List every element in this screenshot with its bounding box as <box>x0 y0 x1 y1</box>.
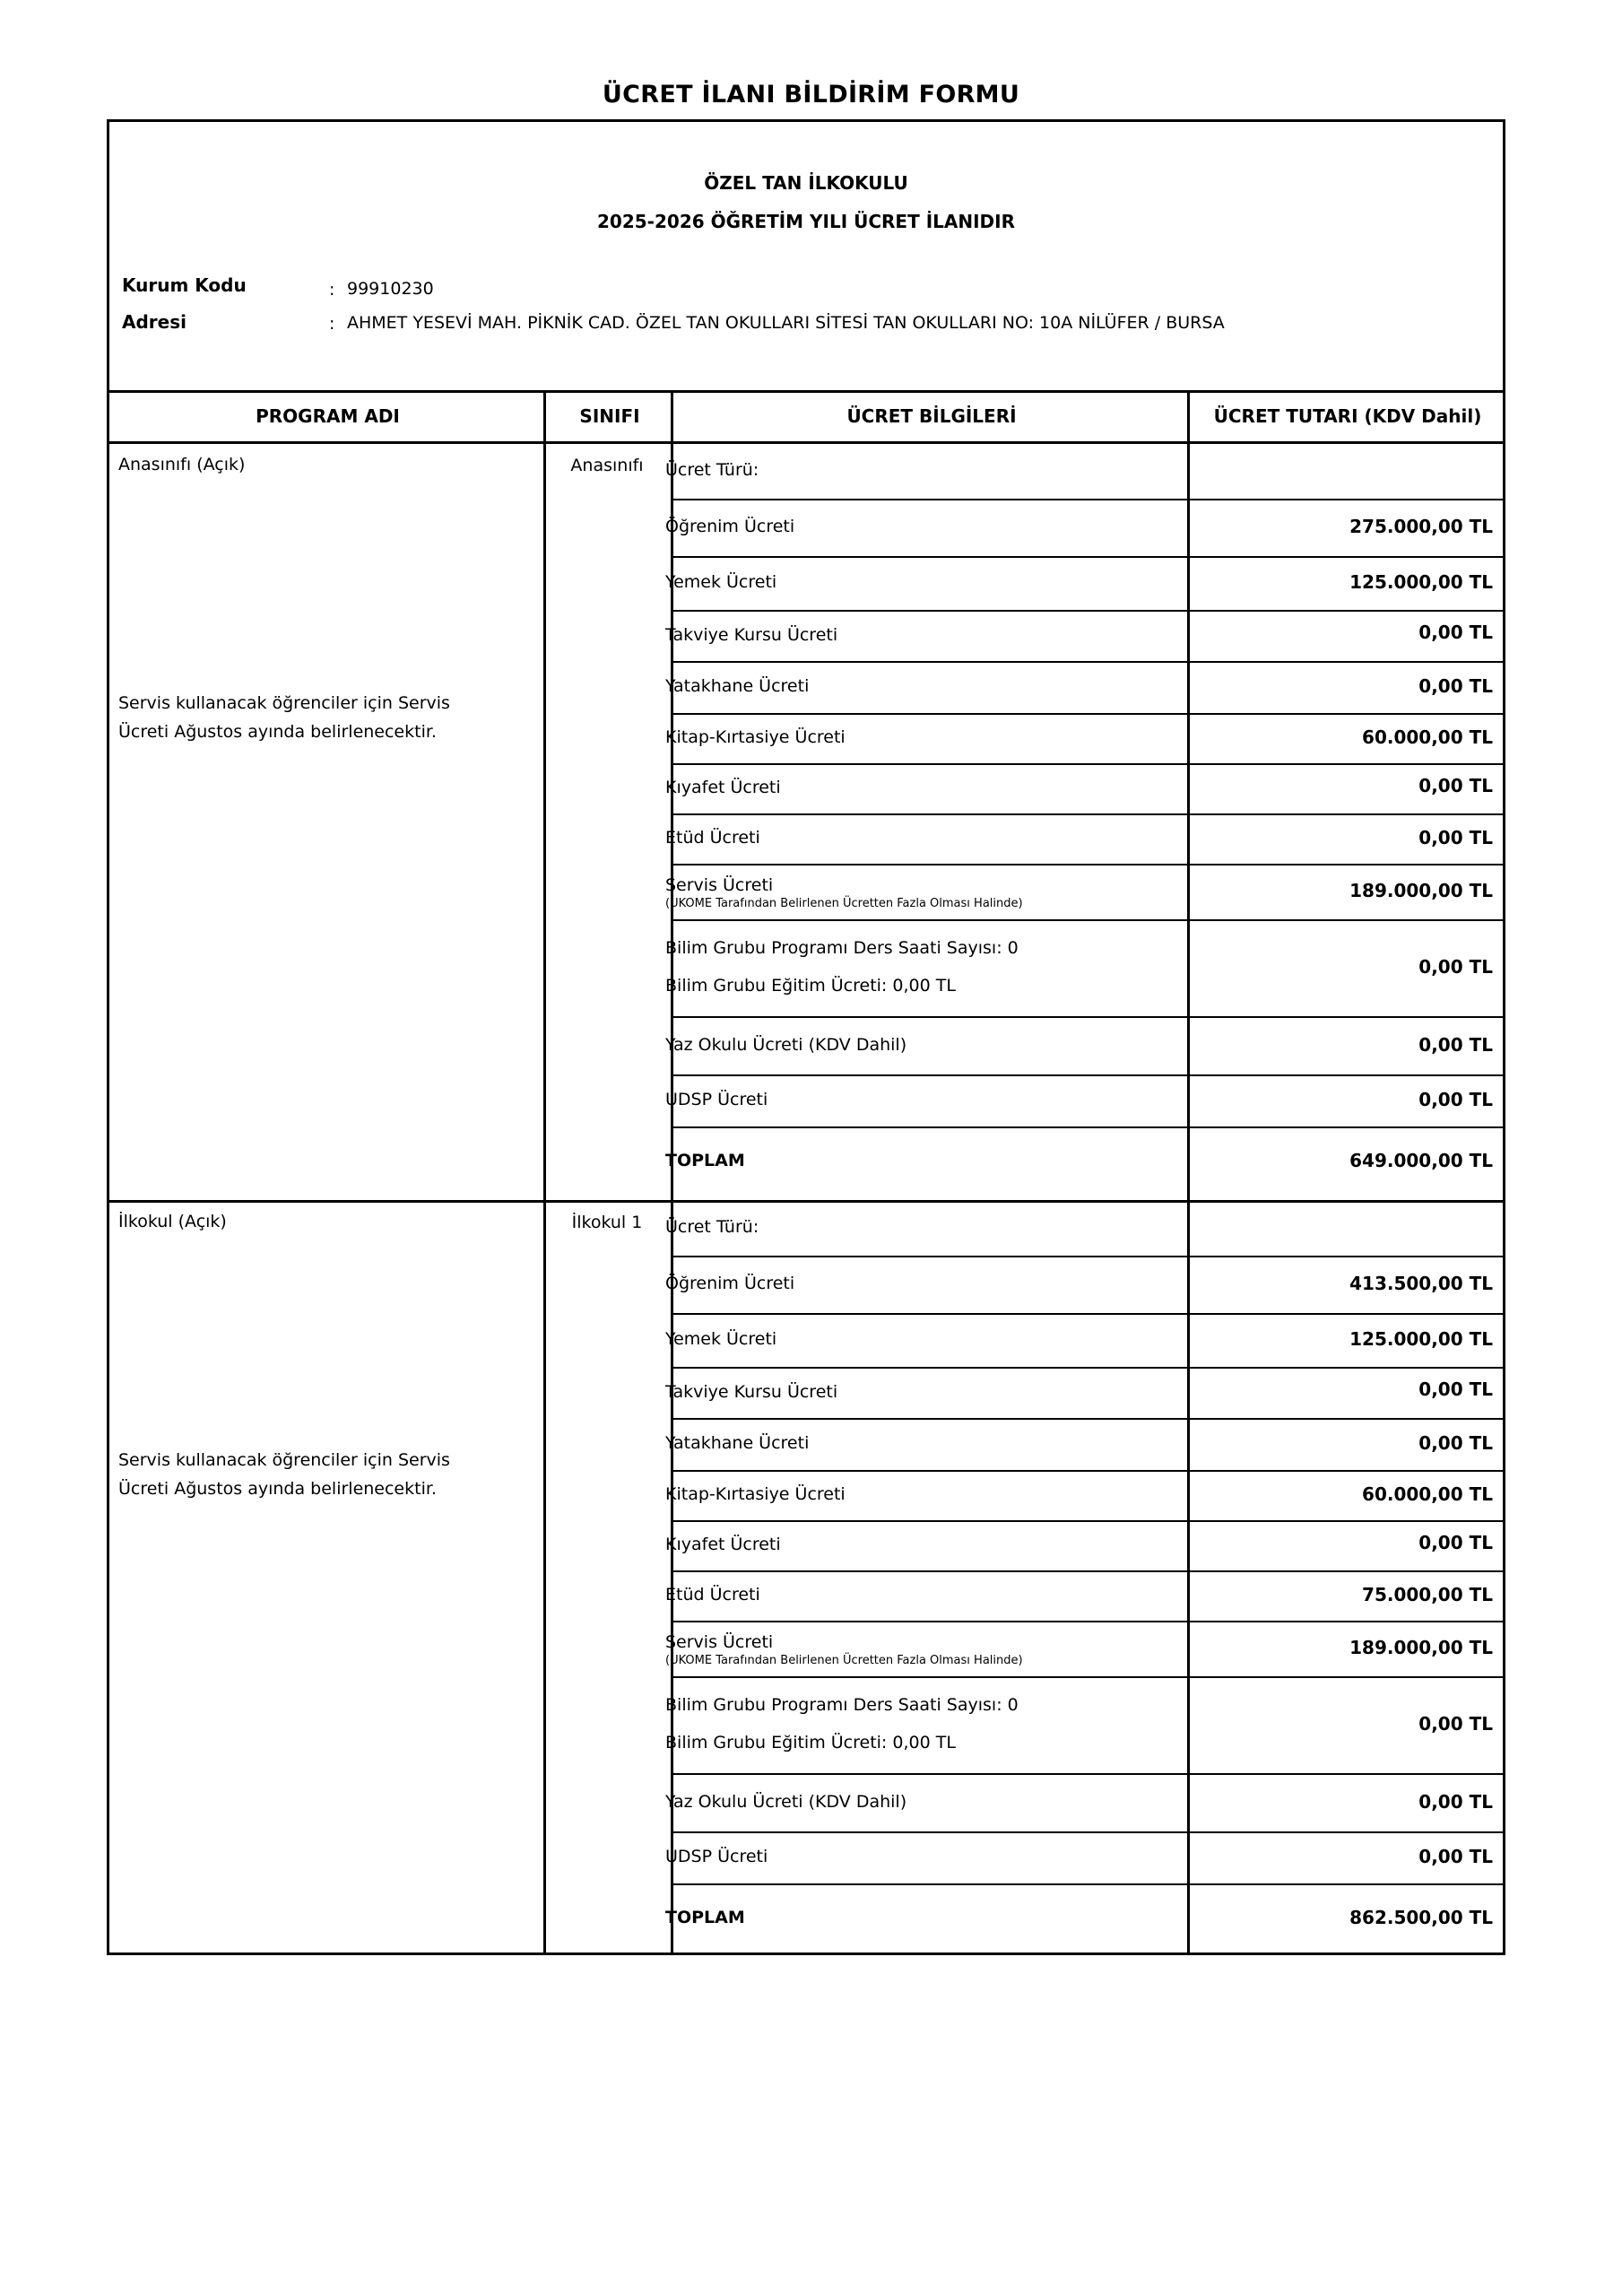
row-divider <box>671 1470 1505 1472</box>
fee-amount: 189.000,00 TL <box>1349 1637 1493 1658</box>
fee-amount: 0,00 TL <box>1418 1089 1493 1110</box>
fee-label: Öğrenim Ücreti <box>665 517 795 536</box>
fee-amount: 0,00 TL <box>1418 956 1493 978</box>
row-divider <box>671 1883 1505 1885</box>
row-divider <box>671 1418 1505 1420</box>
fee-amount: 0,00 TL <box>1418 827 1493 848</box>
row-divider <box>671 661 1505 663</box>
fee-label: Ücret Türü: <box>665 1217 759 1237</box>
fee-amount: 0,00 TL <box>1418 1532 1493 1553</box>
fee-label: Takviye Kursu Ücreti <box>665 1381 838 1402</box>
fee-label: Yatakhane Ücreti <box>665 676 810 696</box>
fee-amount: 0,00 TL <box>1418 622 1493 643</box>
fee-label: Etüd Ücreti <box>665 828 760 848</box>
class-name: İlkokul 1 <box>571 1213 643 1232</box>
row-divider <box>671 864 1505 865</box>
row-divider <box>671 556 1505 558</box>
total-amount: 862.500,00 TL <box>1349 1907 1493 1928</box>
row-divider <box>671 1520 1505 1522</box>
fee-label: Kitap-Kırtasiye Ücreti <box>665 1484 846 1504</box>
row-divider <box>671 1016 1505 1018</box>
fee-label: Yemek Ücreti <box>665 572 777 592</box>
fee-amount: 0,00 TL <box>1418 1713 1493 1735</box>
adres-colon: : <box>329 314 335 334</box>
fee-label: Takviye Kursu Ücreti <box>665 624 838 645</box>
fee-amount: 275.000,00 TL <box>1349 516 1493 537</box>
row-divider <box>671 1831 1505 1833</box>
total-label: TOPLAM <box>665 1908 745 1927</box>
fee-amount: 75.000,00 TL <box>1362 1584 1493 1605</box>
program-name: Anasınıfı (Açık) <box>118 455 246 474</box>
col-header-fee-amount: ÜCRET TUTARI (KDV Dahil) <box>1190 390 1505 444</box>
fee-amount: 125.000,00 TL <box>1349 571 1493 593</box>
kurum-kodu-colon: : <box>329 280 335 300</box>
section-divider <box>109 1200 1505 1203</box>
fee-amount: 0,00 TL <box>1418 1432 1493 1454</box>
total-label: TOPLAM <box>665 1151 745 1170</box>
fee-label-secondary: Bilim Grubu Eğitim Ücreti: 0,00 TL <box>665 1733 956 1752</box>
fee-label: Yatakhane Ücreti <box>665 1433 810 1453</box>
row-divider <box>671 1367 1505 1369</box>
row-divider <box>671 919 1505 921</box>
fee-form-table <box>107 119 1505 1955</box>
adres-label: Adresi <box>122 311 186 333</box>
form-title: ÜCRET İLANI BİLDİRİM FORMU <box>602 81 1020 109</box>
fee-label: Kitap-Kırtasiye Ücreti <box>665 727 846 747</box>
fee-label-text: Servis Ücreti <box>665 875 774 895</box>
row-divider <box>671 1313 1505 1315</box>
fee-amount: 125.000,00 TL <box>1349 1328 1493 1350</box>
fee-label: Yaz Okulu Ücreti (KDV Dahil) <box>665 1034 907 1055</box>
fee-label: Yemek Ücreti <box>665 1329 777 1349</box>
year-notice: 2025-2026 ÖĞRETİM YILI ÜCRET İLANIDIR <box>597 211 1015 232</box>
kurum-kodu-value: 99910230 <box>347 279 434 299</box>
fee-amount: 189.000,00 TL <box>1349 880 1493 901</box>
fee-amount: 0,00 TL <box>1418 675 1493 697</box>
kurum-kodu-label: Kurum Kodu <box>122 274 247 296</box>
fee-amount: 60.000,00 TL <box>1362 1483 1493 1505</box>
fee-sublabel: (UKOME Tarafından Belirlenen Ücretten Fazla Olması Halinde) <box>665 897 1023 910</box>
row-divider <box>671 763 1505 765</box>
fee-amount: 0,00 TL <box>1418 1790 1493 1813</box>
row-divider <box>671 1126 1505 1128</box>
row-divider <box>671 610 1505 612</box>
class-name: Anasınıfı <box>570 456 644 475</box>
fee-label: Bilim Grubu Programı Ders Saati Sayısı: 0 <box>665 938 1019 958</box>
fee-amount: 0,00 TL <box>1418 775 1493 796</box>
fee-label: UDSP Ücreti <box>665 1847 768 1866</box>
fee-label <box>665 875 1176 910</box>
row-divider <box>671 1676 1505 1678</box>
fee-amount: 60.000,00 TL <box>1362 726 1493 748</box>
fee-label-text: Servis Ücreti <box>665 1632 774 1652</box>
row-divider <box>671 499 1505 500</box>
service-fee-note: Servis kullanacak öğrenciler için Servis Ücreti Ağustos ayında belirlenecektir. <box>118 693 450 742</box>
fee-label: Ücret Türü: <box>665 460 759 480</box>
fee-amount: 0,00 TL <box>1418 1846 1493 1867</box>
row-divider <box>671 1256 1505 1257</box>
fee-sublabel: (UKOME Tarafından Belirlenen Ücretten Fazla Olması Halinde) <box>665 1654 1023 1667</box>
fee-label: Etüd Ücreti <box>665 1585 760 1605</box>
service-fee-note: Servis kullanacak öğrenciler için Servis Ücreti Ağustos ayında belirlenecektir. <box>118 1450 450 1499</box>
school-name: ÖZEL TAN İLKOKULU <box>704 172 908 194</box>
fee-amount: 0,00 TL <box>1418 1378 1493 1400</box>
row-divider <box>671 713 1505 715</box>
row-divider <box>671 1621 1505 1622</box>
fee-label: Kıyafet Ücreti <box>665 778 781 797</box>
program-name: İlkokul (Açık) <box>118 1212 227 1231</box>
fee-label: Bilim Grubu Programı Ders Saati Sayısı: 0 <box>665 1695 1019 1715</box>
row-divider <box>671 1074 1505 1076</box>
total-amount: 649.000,00 TL <box>1349 1150 1493 1171</box>
col-header-class: SINIFI <box>546 390 673 444</box>
fee-label: Öğrenim Ücreti <box>665 1274 795 1293</box>
row-divider <box>671 1773 1505 1775</box>
row-divider <box>671 813 1505 815</box>
fee-label: UDSP Ücreti <box>665 1090 768 1109</box>
col-header-program: PROGRAM ADI <box>109 390 546 444</box>
fee-label-secondary: Bilim Grubu Eğitim Ücreti: 0,00 TL <box>665 976 956 996</box>
col-header-fee-info: ÜCRET BİLGİLERİ <box>673 390 1190 444</box>
column-divider <box>543 390 546 1955</box>
fee-label: Kıyafet Ücreti <box>665 1535 781 1554</box>
fee-label: Yaz Okulu Ücreti (KDV Dahil) <box>665 1791 907 1812</box>
fee-amount: 413.500,00 TL <box>1349 1273 1493 1294</box>
school-header <box>109 122 1503 393</box>
adres-value: AHMET YESEVİ MAH. PİKNİK CAD. ÖZEL TAN OKULLARI SİTESİ TAN OKULLARI NO: 10A NİLÜFER / BURSA <box>347 313 1225 333</box>
fee-label <box>665 1632 1176 1667</box>
row-divider <box>671 1570 1505 1572</box>
fee-amount: 0,00 TL <box>1418 1033 1493 1056</box>
